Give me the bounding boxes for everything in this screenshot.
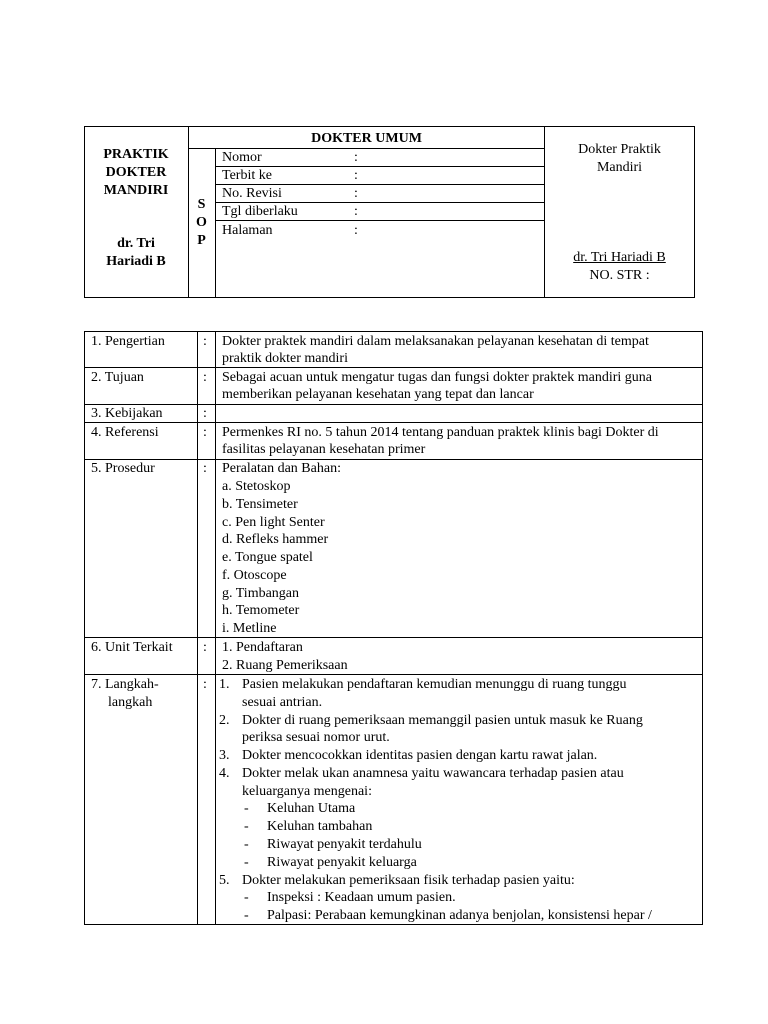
row-separator-6: [84, 674, 703, 675]
str-number: NO. STR :: [589, 268, 650, 283]
step-number: 4.: [219, 766, 230, 781]
step-text: Pasien melakukan pendaftaran kemudian menunggu di ruang tunggu: [242, 677, 627, 692]
step-text: sesuai antrian.: [242, 695, 323, 710]
row-colon-unit: :: [203, 640, 207, 655]
equipment-item: d. Refleks hammer: [222, 532, 329, 547]
equipment-item: a. Stetoskop: [222, 479, 291, 494]
pengertian-text-line-1: Dokter praktek mandiri dalam melaksanakan pelayanan kesehatan di tempat: [222, 334, 649, 349]
equipment-item: f. Otoscope: [222, 568, 287, 583]
clinic-name-line-1: PRAKTIK: [103, 147, 169, 162]
sop-letter-s: S: [197, 197, 206, 212]
field-label-nomor: Nomor: [222, 150, 262, 165]
row-label-langkah-line-2: langkah: [108, 695, 153, 710]
pengertian-text-line-2: praktik dokter mandiri: [222, 351, 348, 366]
practice-type-line-2: Mandiri: [596, 160, 643, 175]
sop-letter-p: P: [197, 233, 206, 248]
header-border-top: [84, 126, 695, 127]
row-label-pengertian: 1. Pengertian: [91, 334, 165, 349]
bullet-text: Keluhan Utama: [267, 801, 356, 816]
field-sep-tgl: :: [354, 204, 358, 219]
bullet-text: Riwayat penyakit terdahulu: [267, 837, 422, 852]
referensi-text-line-1: Permenkes RI no. 5 tahun 2014 tentang panduan praktek klinis bagi Dokter di: [222, 425, 659, 440]
row-separator-4: [84, 459, 703, 460]
bullet-text: Riwayat penyakit keluarga: [267, 855, 417, 870]
equipment-item: h. Temometer: [222, 603, 300, 618]
row-separator-3: [84, 422, 703, 423]
equipment-item: b. Tensimeter: [222, 497, 298, 512]
row-separator-1: [84, 367, 703, 368]
row-label-tujuan: 2. Tujuan: [91, 370, 144, 385]
row-label-unit: 6. Unit Terkait: [91, 640, 173, 655]
field-label-tgl: Tgl diberlaku: [222, 204, 298, 219]
tujuan-text-line-1: Sebagai acuan untuk mengatur tugas dan fungsi dokter praktek mandiri guna: [222, 370, 652, 385]
content-border-left: [84, 331, 85, 925]
sop-column-divider: [215, 148, 216, 298]
row-separator-5: [84, 637, 703, 638]
field-line-4: [215, 220, 545, 221]
unit-item: 1. Pendaftaran: [222, 640, 303, 655]
clinic-name-line-3: MANDIRI: [103, 183, 169, 198]
equipment-item: g. Timbangan: [222, 586, 300, 601]
content-border-top: [84, 331, 703, 332]
practice-type-line-1: Dokter Praktik: [578, 142, 661, 157]
step-text: Dokter mencocokkan identitas pasien dengan kartu rawat jalan.: [242, 748, 598, 763]
bullet-dash: -: [244, 819, 249, 834]
step-number: 1.: [219, 677, 230, 692]
signatory-doctor-name: dr. Tri Hariadi B: [573, 250, 666, 265]
document-title: DOKTER UMUM: [311, 131, 422, 146]
unit-item: 2. Ruang Pemeriksaan: [222, 658, 348, 673]
field-label-halaman: Halaman: [222, 223, 273, 238]
content-border-right: [702, 331, 703, 925]
step-number: 5.: [219, 873, 230, 888]
row-label-kebijakan: 3. Kebijakan: [91, 406, 163, 421]
field-sep-nomor: :: [354, 150, 358, 165]
field-label-terbit: Terbit ke: [222, 168, 272, 183]
step-text: Dokter di ruang pemeriksaan memanggil pasien untuk masuk ke Ruang: [242, 713, 643, 728]
row-colon-pengertian: :: [203, 334, 207, 349]
row-colon-tujuan: :: [203, 370, 207, 385]
equipment-item: c. Pen light Senter: [222, 515, 325, 530]
colon-column-divider: [215, 331, 216, 925]
row-colon-referensi: :: [203, 425, 207, 440]
field-label-revisi: No. Revisi: [222, 186, 282, 201]
field-sep-halaman: :: [354, 223, 358, 238]
equipment-item: i. Metline: [222, 621, 277, 636]
row-label-prosedur: 5. Prosedur: [91, 461, 155, 476]
field-sep-terbit: :: [354, 168, 358, 183]
bullet-text: Keluhan tambahan: [267, 819, 373, 834]
bullet-text: Inspeksi : Keadaan umum pasien.: [267, 890, 456, 905]
label-column-divider: [197, 331, 198, 925]
tujuan-text-line-2: memberikan pelayanan kesehatan yang tepat dan lancar: [222, 387, 534, 402]
bullet-dash: -: [244, 837, 249, 852]
field-sep-revisi: :: [354, 186, 358, 201]
bullet-text: Palpasi: Perabaan kemungkinan adanya benjolan, konsistensi hepar /: [267, 908, 652, 923]
referensi-text-line-2: fasilitas pelayanan kesehatan primer: [222, 442, 426, 457]
row-colon-kebijakan: :: [203, 406, 207, 421]
step-text: Dokter melak ukan anamnesa yaitu wawancara terhadap pasien atau: [242, 766, 624, 781]
step-text: Dokter melakukan pemeriksaan fisik terhadap pasien yaitu:: [242, 873, 575, 888]
bullet-dash: -: [244, 908, 249, 923]
row-colon-langkah: :: [203, 677, 207, 692]
row-label-langkah-line-1: 7. Langkah-: [91, 677, 159, 692]
row-colon-prosedur: :: [203, 461, 207, 476]
content-border-bottom: [84, 924, 703, 925]
sop-letter-o: O: [196, 215, 207, 230]
row-separator-2: [84, 404, 703, 405]
step-text: keluarganya mengenai:: [242, 784, 372, 799]
doctor-name-line-2: Hariadi B: [106, 254, 166, 269]
bullet-dash: -: [244, 855, 249, 870]
step-text: periksa sesuai nomor urut.: [242, 730, 390, 745]
bullet-dash: -: [244, 801, 249, 816]
step-number: 3.: [219, 748, 230, 763]
prosedur-heading: Peralatan dan Bahan:: [222, 461, 341, 476]
header-border-bottom: [84, 297, 695, 298]
clinic-name-line-2: DOKTER: [105, 165, 167, 180]
equipment-item: e. Tongue spatel: [222, 550, 313, 565]
doctor-name-line-1: dr. Tri: [117, 236, 155, 251]
row-label-referensi: 4. Referensi: [91, 425, 159, 440]
step-number: 2.: [219, 713, 230, 728]
bullet-dash: -: [244, 890, 249, 905]
